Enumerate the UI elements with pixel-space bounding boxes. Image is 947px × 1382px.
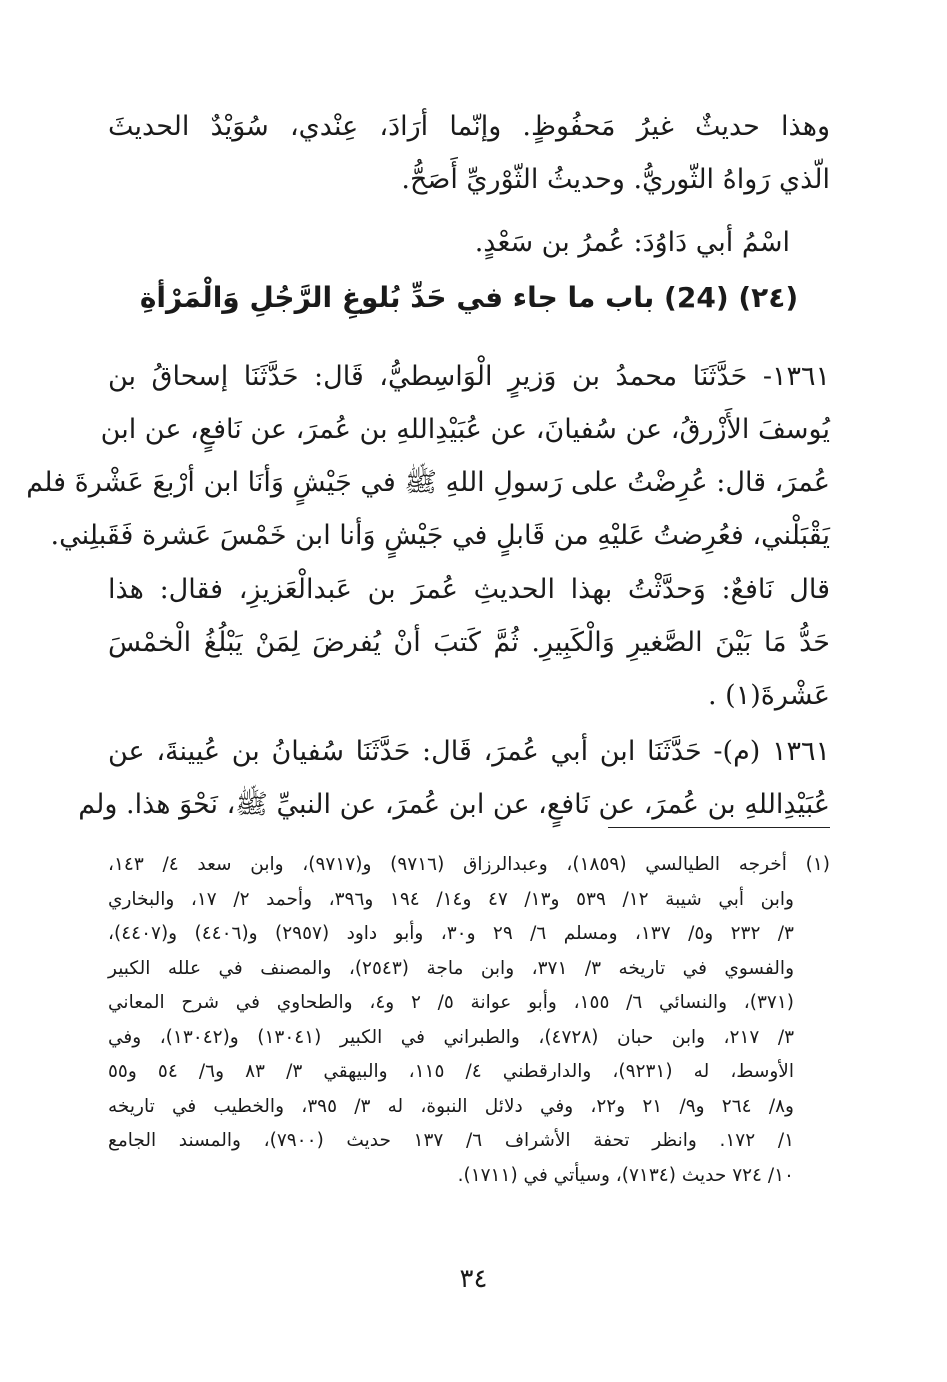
text-line: يُوسفَ الأَزْرقُ، عن سُفيانَ، عن عُبَيْدِاللهِ بن عُمرَ، عن نَافعٍ، عن ابن	[100, 414, 830, 445]
footnote-line: الأوسط، له (٩٢٣١)، والدارقطني ٤/ ١١٥، والبيهقي ٣/ ٨٣ و٦/ ٥٤ و٥٥	[108, 1061, 794, 1082]
footnote-line: (١) أخرجه الطيالسي (١٨٥٩)، وعبدالرزاق (٩٧١٦) و(٩٧١٧)، وابن سعد ٤/ ١٤٣،	[108, 854, 830, 875]
paragraph-hadith-1361m	[78, 725, 830, 831]
text-line: وهذا حديثٌ غيرُ مَحفُوظٍ. وإنّما أرَادَ، عِنْدي، سُوَيْدٌ الحديثَ	[108, 111, 830, 142]
paragraph-hadith-1361	[26, 350, 830, 562]
footnote-line: وابن أبي شيبة ١٢/ ٥٣٩ و١٣/ ٤٧ و١٤/ ١٩٤ و٣٩٦، وأحمد ٢/ ١٧، والبخاري	[108, 888, 794, 910]
paragraph-2	[108, 216, 830, 269]
paragraph-1	[108, 100, 830, 206]
footnote-line: والفسوي في تاريخه ٣/ ٣٧١، وابن ماجة (٢٥٤٣)، والمصنف في علله الكبير	[108, 957, 795, 979]
footnote-line: ٣/ ٢٣٢ و٥/ ١٣٧، ومسلم ٦/ ٢٩ و٣٠، وأبو داود (٢٩٥٧) و(٤٤٠٦) و(٤٤٠٧)،	[108, 923, 794, 944]
footnote-line: ٣/ ٢١٧، وابن حبان (٤٧٢٨)، والطبراني في الكبير (١٣٠٤١) و(١٣٠٤٢)، وفي	[108, 1026, 794, 1048]
text-line: ١٣٦١ (م)- حَدَّثَنَا ابن أبي عُمرَ، قَال: حَدَّثَنَا سُفيانُ بن عُيينةَ، عن	[108, 736, 830, 767]
footnote-line: ١/ ١٧٢. وانظر تحفة الأشراف ٦/ ١٣٧ حديث (٧٩٠٠)، والمسند الجامع	[108, 1130, 794, 1151]
text-line: حَدُّ مَا بَيْنَ الصَّغيرِ وَالْكَبِيرِ. ثُمَّ كَتبَ أنْ يُفرضَ لِمَنْ يَبْلُغُ الْخمْسَ	[108, 627, 830, 658]
page-number: ٣٤	[459, 1264, 488, 1294]
text-line: ١٣٦١- حَدَّثَنَا محمدُ بن وَزيرٍ الْوَاسِطيُّ، قَال: حَدَّثَنَا إسحاقُ بن	[108, 361, 830, 392]
footnote-line: و٨/ ٢٦٤ و٩/ ٢١ و٢٢، وفي دلائل النبوة، له ٣/ ٣٩٥، والخطيب في تاريخه	[108, 1095, 794, 1117]
text-line: عُبَيْدِاللهِ بن عُمرَ، عن نَافعٍ، عن ابن عُمرَ، عن النبيِّ ﷺ، نَحْوَ هذا. ولم	[78, 789, 830, 820]
text-line: عُمرَ، قال: عُرِضْتُ على رَسولِ اللهِ ﷺ في جَيْشٍ وَأنَا ابن أرْبعَ عَشْرةَ فلم	[26, 467, 830, 498]
chapter-heading: (٢٤) (24) باب ما جاء في حَدِّ بُلوغِ الرَّجُلِ وَالْمَرْأةِ	[139, 281, 799, 314]
text-line: الّذي رَواهُ الثّوريُّ. وحديثُ الثّوْريِّ أَصَحُّ.	[401, 164, 830, 195]
footnote-line: (٣٧١)، والنسائي ٦/ ١٥٥، وأبو عوانة ٥/ ٢ و٤، والطحاوي في شرح المعاني	[108, 992, 795, 1013]
footnote-line: ١٠/ ٧٢٤ حديث (٧١٣٤)، وسيأتي في (١٧١١).	[457, 1164, 794, 1186]
footnote-separator	[608, 827, 830, 828]
text-line: عَشْرةَ(١) .	[708, 680, 830, 711]
paragraph-nafi	[108, 563, 830, 722]
footnote	[108, 848, 830, 1193]
text-line: اسْمُ أبي دَاوُدَ: عُمرُ بن سَعْدٍ.	[474, 227, 790, 258]
text-line: يَقْبَلْني، فعُرِضتُ عَليْهِ من قَابلٍ في جَيْشٍ وَأنا ابن خَمْسَ عَشرة فَقَبلِني.	[50, 520, 830, 551]
text-line: قال نَافعٌ: وَحدَّثْتُ بهذا الحديثِ عُمرَ بن عَبدالْعَزيزِ، فقال: هذا	[108, 574, 830, 605]
